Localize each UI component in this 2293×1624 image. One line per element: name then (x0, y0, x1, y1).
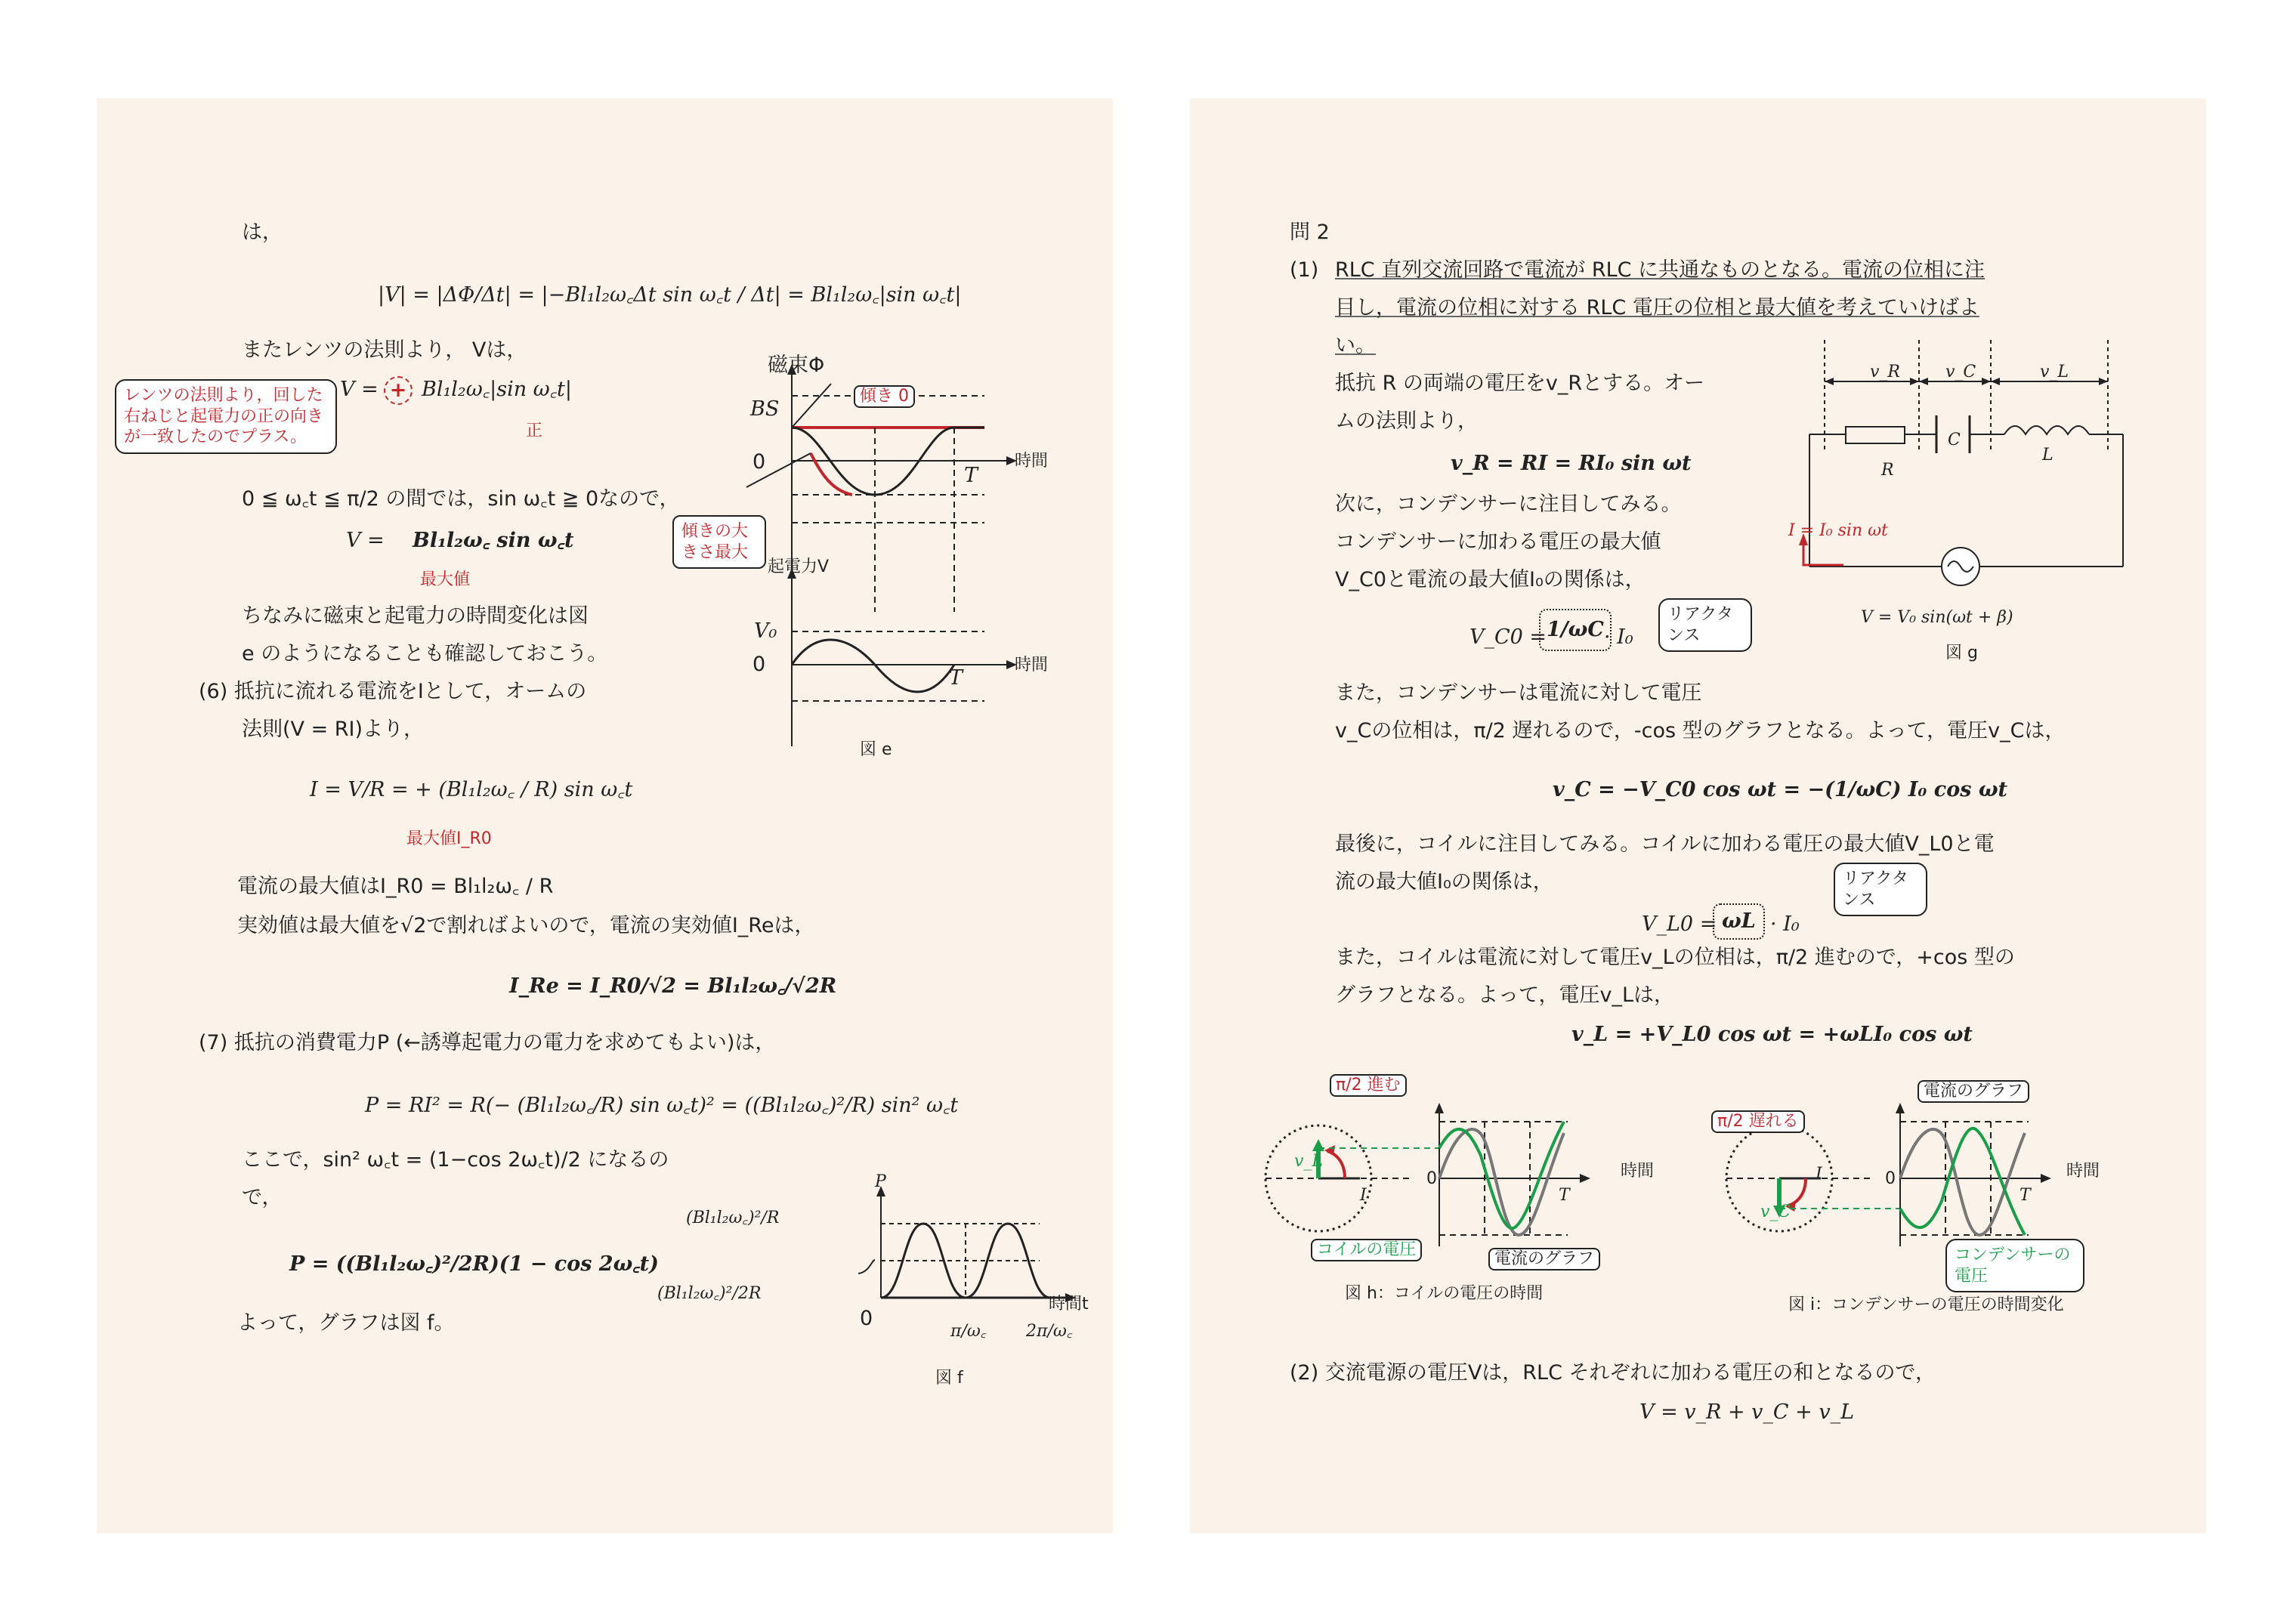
equation-vl0-b: · I₀ (1770, 912, 1800, 936)
fig-f-time: 時間t (1049, 1295, 1089, 1314)
text-q1-line-2: 目し，電流の位相に対する RLC 電圧の位相と最大値を考えていけばよ (1335, 296, 1979, 320)
fig-e-zero-2: 0 (752, 653, 766, 676)
text-kokode-1: ここで，sin² ω꜀t = (1−cos 2ω꜀t)/2 になるの (242, 1148, 669, 1172)
fig-f-2pi: 2π/ω꜀ (1026, 1322, 1073, 1341)
fig-i-zero: 0 (1885, 1169, 1896, 1188)
fig-f-zero: 0 (860, 1307, 873, 1330)
text-c-3: V_C0と電流の最大値I₀の関係は， (1335, 568, 1646, 591)
text-yotte: よって，グラフは図 f。 (237, 1311, 455, 1335)
text-kokode-2: で， (242, 1186, 283, 1209)
fig-e-slope-zero-callout: 傾き 0 (854, 385, 915, 408)
fig-e-t-2: T (949, 666, 963, 690)
fig-g-l: L (2042, 446, 2054, 465)
text-l-4: グラフとなる。よって，電圧v_Lは， (1335, 983, 1674, 1007)
fig-g-voltage: V = V₀ sin(ωt + β) (1861, 608, 2013, 627)
text-effective: 実効値は最大値を√2で割ればよいので，電流の実効値I_Reは， (237, 914, 815, 937)
fig-i-time: 時間 (2066, 1162, 2100, 1181)
fig-g-caption: 図 g (1945, 644, 1978, 662)
fig-g-vr: v_R (1870, 363, 1900, 381)
text-lenz: またレンツの法則より， Vは， (242, 338, 527, 362)
fig-e-zero-1: 0 (752, 450, 766, 474)
text-q1-line-3: い。 (1335, 334, 1376, 357)
plus-sign-circle: + (384, 376, 413, 405)
fig-e-v0: V₀ (754, 619, 777, 643)
fig-h-zero: 0 (1426, 1169, 1437, 1188)
fig-e-time-1: 時間 (1015, 452, 1049, 471)
label-max-ir0: 最大値I_R0 (406, 829, 492, 848)
text-r-1: 抵抗 R の両端の電圧をv_Rとする。オー (1335, 372, 1705, 395)
fig-i-caption: 図 i：コンデンサーの電圧の時間変化 (1788, 1295, 2064, 1314)
equation-vl: v_L = +V_L0 cos ωt = +ωLI₀ cos ωt (1571, 1023, 1973, 1046)
text-q6-2: 法則(V = RI)より， (242, 718, 425, 741)
fig-e-caption: 図 e (860, 740, 892, 759)
equation-vc0-b: · I₀ (1604, 625, 1633, 649)
text-q1-line-1: RLC 直列交流回路で電流が RLC に共通なものとなる。電流の位相に注 (1335, 258, 1986, 282)
equation-vl0-box: ωL (1713, 903, 1765, 940)
equation-v2-a: V = (346, 529, 385, 552)
fig-f-pi: π/ω꜀ (950, 1322, 987, 1341)
equation-ire: I_Re = I_R0/√2 = Bl₁l₂ω꜀/√2R (509, 974, 837, 998)
equation-v-sign-a: V = (340, 378, 379, 401)
fig-g-r: R (1881, 461, 1894, 480)
text-chinami-1: ちなみに磁束と起電力の時間変化は図 (242, 604, 589, 628)
text-c-1: 次に，コンデンサーに注目してみる。 (1335, 492, 1682, 516)
text-r-2: ムの法則より， (1335, 409, 1478, 433)
fig-g-c: C (1948, 431, 1961, 449)
label-sei: 正 (526, 421, 543, 440)
figure-g-circuit (1809, 340, 2157, 612)
callout-lenz: レンツの法則より，回した右ねじと起電力の正の向きが一致したのでプラス。 (115, 379, 337, 454)
fig-e-emf-label: 起電力V (768, 557, 830, 576)
fig-e-slope-max-callout: 傾きの大きさ最大 (672, 515, 766, 569)
fig-i-vc: v_C (1760, 1203, 1791, 1221)
fig-f-top-label: (Bl₁l₂ω꜀)²/R (686, 1209, 780, 1227)
right-page (1190, 98, 2206, 1533)
fig-i-current-graph-callout: 電流のグラフ (1918, 1080, 2029, 1103)
fig-g-current: I = I₀ sin ωt (1788, 521, 1888, 540)
fig-e-time-2: 時間 (1015, 656, 1049, 675)
text-q1-label: (1) (1290, 258, 1319, 282)
text-q2-2: (2) 交流電源の電圧Vは，RLC それぞれに加わる電圧の和となるので， (1290, 1361, 1936, 1385)
fig-e-t-1: T (964, 464, 978, 487)
fig-f-caption: 図 f (935, 1369, 963, 1388)
equation-current: I = V/R = + (Bl₁l₂ω꜀ / R) sin ω꜀t (310, 778, 633, 801)
fig-e-bs: BS (750, 397, 780, 421)
fig-i-i: I (1816, 1165, 1822, 1184)
text-q6-1: (6) 抵抗に流れる電流をIとして，オームの (199, 680, 587, 703)
callout-reactance-2: リアクタンス (1834, 863, 1927, 916)
text-l-3: また，コイルは電流に対して電圧v_Lの位相は，π/2 進むので，+cos 型の (1335, 946, 2015, 969)
text-chinami-2: e のようになることも確認しておこう。 (242, 642, 608, 665)
equation-vc0-box: 1/ωC (1539, 609, 1612, 651)
fig-g-vc: v_C (1945, 363, 1976, 381)
text-q2: 問 2 (1290, 221, 1330, 244)
label-max-value: 最大値 (420, 570, 471, 589)
callout-reactance-1: リアクタンス (1658, 598, 1752, 652)
fig-h-advance-callout: π/2 進む (1330, 1074, 1407, 1097)
fig-h-vl: v_L (1294, 1152, 1324, 1171)
left-page (97, 98, 1113, 1533)
equation-vl0-a: V_L0 = (1642, 912, 1717, 936)
text-range: 0 ≦ ω꜀t ≦ π/2 の間では，sin ω꜀t ≧ 0なので， (242, 487, 680, 511)
fig-g-vl: v_L (2040, 363, 2069, 381)
equation-power: P = RI² = R(− (Bl₁l₂ω꜀/R) sin ω꜀t)² = ((Bl₁l₂ω꜀)²/R) sin² ω꜀t (365, 1094, 959, 1117)
fig-h-time: 時間 (1621, 1162, 1655, 1181)
text-c-5: v_Cの位相は，π/2 遅れるので，-cos 型のグラフとなる。よって，電圧v_Cは， (1335, 719, 2066, 743)
equation-power-2: P = ((Bl₁l₂ω꜀)²/2R)(1 − cos 2ω꜀t) (289, 1252, 659, 1276)
fig-h-caption: 図 h：コイルの電圧の時間 (1345, 1284, 1544, 1303)
equation-vc0-a: V_C0 = (1469, 625, 1547, 649)
fig-i-capacitor-voltage-callout: コンデンサーの電圧 (1945, 1239, 2084, 1292)
fig-e-phi-label: 磁束Φ (768, 354, 825, 377)
fig-h-coil-voltage-callout: コイルの電圧 (1311, 1239, 1422, 1261)
equation-vr: v_R = RI = RI₀ sin ωt (1451, 452, 1692, 475)
fig-h-current-graph-callout: 電流のグラフ (1488, 1248, 1600, 1270)
equation-v-sum: V = v_R + v_C + v_L (1639, 1400, 1855, 1424)
text-l-2: 流の最大値I₀の関係は， (1335, 870, 1553, 894)
figure-f (783, 1184, 1085, 1335)
fig-i-lag-callout: π/2 遅れる (1711, 1110, 1805, 1133)
equation-v-sign-b: Bl₁l₂ω꜀|sin ω꜀t| (422, 378, 572, 401)
text-c-2: コンデンサーに加わる電圧の最大値 (1335, 530, 1661, 554)
fig-f-p: P (875, 1172, 886, 1191)
text-ha: は， (242, 221, 283, 244)
fig-f-mid-label: (Bl₁l₂ω꜀)²/2R (657, 1284, 762, 1303)
fig-h-t: T (1559, 1186, 1570, 1205)
equation-v-abs: |V| = |ΔΦ/Δt| = |−Bl₁l₂ω꜀Δt sin ω꜀t / Δt| = Bl₁l₂ω꜀|sin ω꜀t| (378, 283, 962, 307)
fig-h-i: I (1360, 1186, 1367, 1205)
equation-vc: v_C = −V_C0 cos ωt = −(1/ωC) I₀ cos ωt (1553, 778, 2008, 801)
text-c-4: また，コンデンサーは電流に対して電圧 (1335, 681, 1702, 705)
text-l-1: 最後に，コイルに注目してみる。コイルに加わる電圧の最大値V_L0と電 (1335, 832, 1995, 856)
fig-i-t: T (2020, 1186, 2031, 1205)
equation-v2-b: Bl₁l₂ω꜀ sin ω꜀t (413, 529, 574, 552)
text-q7: (7) 抵抗の消費電力P (←誘導起電力の電力を求めてもよい)は， (199, 1031, 776, 1054)
text-imax: 電流の最大値はI_R0 = Bl₁l₂ω꜀ / R (237, 875, 554, 898)
